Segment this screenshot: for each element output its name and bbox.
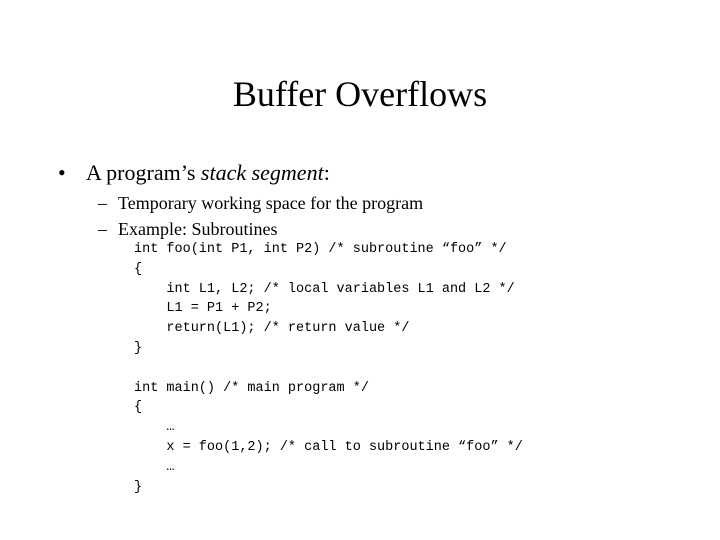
- code-line: …: [134, 420, 175, 436]
- code-line: }: [134, 479, 143, 495]
- sub-bullet-marker: –: [98, 219, 107, 239]
- code-line: [134, 359, 523, 379]
- sub-bullet-item: [98, 192, 423, 214]
- code-line: …: [134, 459, 175, 475]
- bullet-item: [58, 159, 330, 187]
- code-block: [134, 240, 523, 497]
- code-line: return(L1); /* return value */: [134, 321, 410, 337]
- bullet-marker: •: [58, 160, 66, 185]
- slide-title: Buffer Overflows: [232, 74, 488, 114]
- code-line: int main() /* main program */: [134, 380, 369, 396]
- code-line: L1 = P1 + P2;: [134, 301, 272, 317]
- code-line: {: [134, 261, 143, 277]
- sub-bullet-item: [98, 218, 277, 240]
- code-line: x = foo(1,2); /* call to subroutine “foo” */: [134, 439, 523, 455]
- bullet-text-end: :: [323, 160, 330, 185]
- sub-bullet-marker: –: [98, 193, 107, 213]
- code-line: int foo(int P1, int P2) /* subroutine “foo” */: [134, 242, 507, 257]
- code-line: }: [134, 340, 143, 356]
- sub-bullet-text: Example: Subroutines: [118, 219, 278, 239]
- code-line: {: [134, 400, 143, 416]
- sub-bullet-text: Temporary working space for the program: [118, 193, 424, 213]
- code-line: int L1, L2; /* local variables L1 and L2 */: [134, 281, 515, 297]
- bullet-text-emphasis: stack segment: [200, 160, 324, 185]
- bullet-text-start: A program’s: [86, 160, 201, 185]
